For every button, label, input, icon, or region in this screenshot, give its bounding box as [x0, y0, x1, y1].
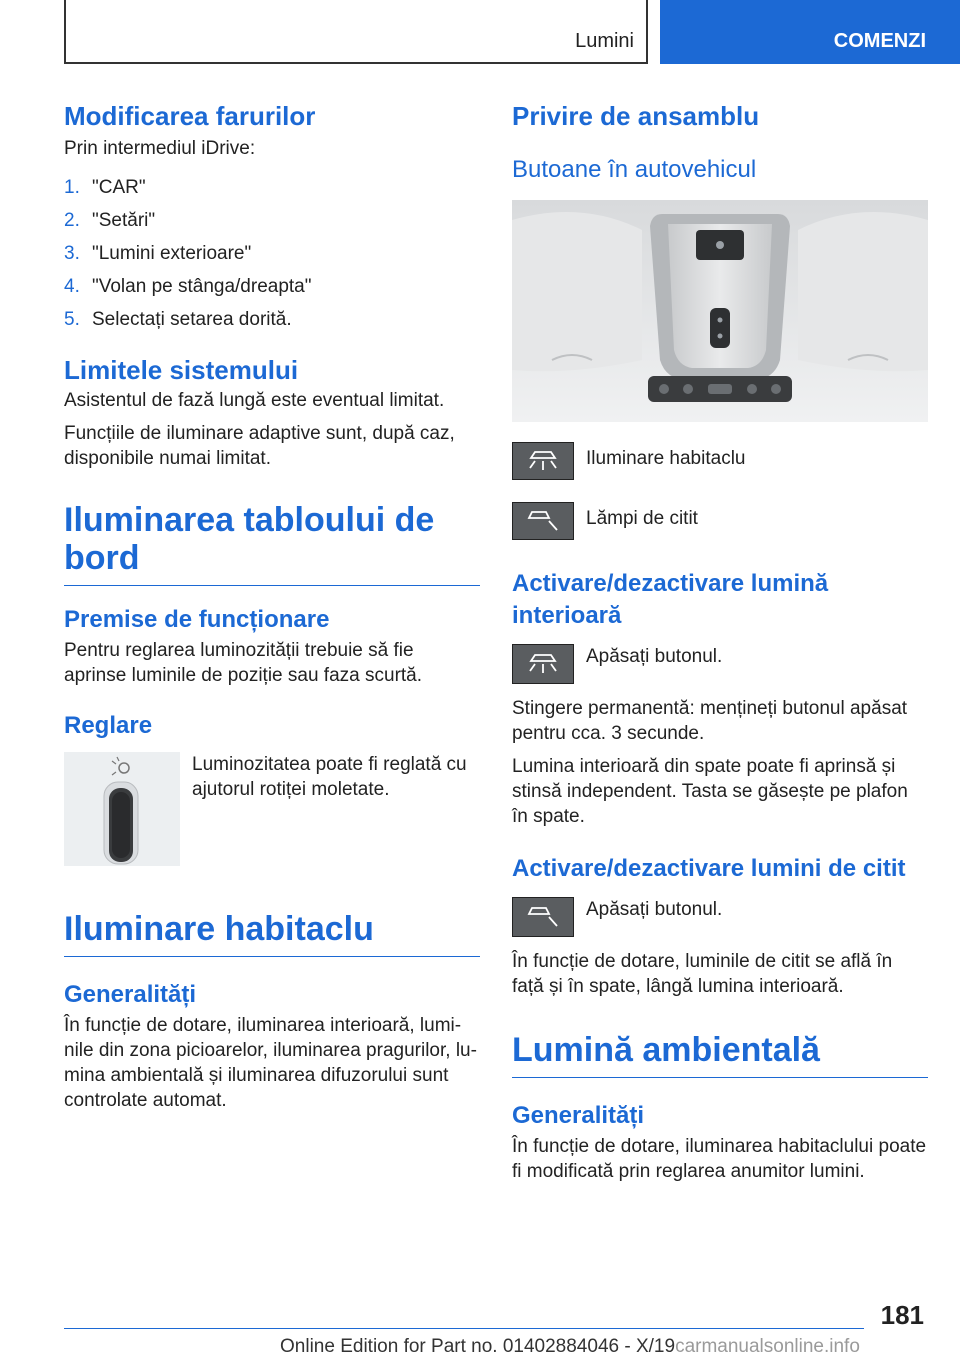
reglare-row: [64, 752, 480, 866]
step-item: [64, 274, 480, 299]
label-iluminare-habitaclu: Iluminare habitaclu: [586, 448, 746, 469]
steps-list: [64, 175, 480, 332]
paragraph-generalitati: În funcție de dotare, iluminarea interioară, luminile din zona picioarelor, iluminarea pragurilor, lumina ambientală și iluminarea difuzorului sunt controlate automat.: [64, 1015, 477, 1111]
footer-edition: [280, 1336, 860, 1358]
step-number: 4.: [64, 276, 80, 297]
legend-row-habitaclu: [512, 442, 928, 480]
step-text: "Setări": [92, 210, 156, 231]
heading-generalitati-2: Generalități: [512, 1102, 645, 1129]
reading-light-icon: [512, 897, 574, 937]
left-column: [64, 100, 480, 1113]
heading-modificarea-farurilor: Modificarea farurilor: [64, 101, 316, 131]
header-section-box: [64, 0, 648, 64]
step-text: "CAR": [92, 177, 146, 198]
step-text: Selectați setarea dorită.: [92, 309, 292, 330]
paragraph-apasati-2: Apăsați butonul.: [586, 899, 723, 920]
footer-site[interactable]: carmanualsonline.info: [675, 1336, 860, 1357]
header-tab-label: COMENZI: [833, 30, 926, 52]
paragraph-limite-1: Asistentul de fază lungă este eventual limitat.: [64, 390, 445, 411]
heading-privire-ansamblu: Privire de ansamblu: [512, 101, 760, 131]
paragraph-idrive: Prin intermediul iDrive:: [64, 138, 256, 159]
legend-row-citit: [512, 502, 928, 540]
heading-generalitati: Generalități: [64, 981, 197, 1008]
paragraph-apasati-1: Apăsați butonul.: [586, 646, 723, 667]
step-number: 1.: [64, 177, 80, 198]
page-number: 181: [880, 1300, 924, 1330]
footer-edition-text: Online Edition for Part no. 01402884046 - X/19: [280, 1336, 676, 1357]
footer-divider: [64, 1328, 864, 1329]
header-section-title: Lumini: [575, 30, 634, 52]
step-number: 5.: [64, 309, 80, 330]
label-lampi-citit: Lămpi de citit: [586, 508, 698, 529]
heading-limitele-sistemului: Limitele sistemului: [64, 355, 299, 385]
reading-light-icon: [512, 502, 574, 540]
step-item: [64, 175, 480, 200]
paragraph-limite-2: Funcțiile de iluminare adaptive sunt, după caz, disponibile numai limitat.: [64, 423, 455, 469]
paragraph-premise: Pentru reglarea luminozității trebuie să fie aprinse luminile de poziție sau faza scurtă.: [64, 640, 423, 686]
heading-premise: Premise de funcționare: [64, 606, 330, 633]
step-text: "Lumini exterioare": [92, 243, 252, 264]
heading-iluminare-habitaclu: Iluminare habitaclu: [64, 910, 480, 957]
interior-light-icon: [512, 442, 574, 480]
heading-activare-citit: Activare/dezactivare lumini de citit: [512, 855, 906, 882]
interior-light-icon: [512, 644, 574, 684]
step-number: 3.: [64, 243, 80, 264]
paragraph-ambient: În funcție de dotare, iluminarea habitaclului poate fi modificată prin reglarea anumitor lumini.: [512, 1136, 927, 1182]
paragraph-reglare: Luminozitatea poate fi reglată cu ajutorul rotiței moletate.: [192, 754, 467, 800]
heading-lumina-ambientala: Lumină ambientală: [512, 1031, 928, 1078]
heading-iluminarea-tabloului: Iluminarea tabloului de bord: [64, 501, 480, 586]
heading-reglare: Reglare: [64, 712, 153, 739]
paragraph-lumina-spate: Lumina interioară din spate poate fi aprinsă și stinsă independent. Tasta se găsește pe plafon în spate.: [512, 756, 908, 827]
header-tab[interactable]: [660, 0, 960, 64]
activare-citit-row: [512, 897, 928, 937]
right-column: [512, 100, 928, 1184]
step-item: [64, 208, 480, 233]
step-item: [64, 307, 480, 332]
thumbwheel-image: [64, 752, 180, 866]
step-number: 2.: [64, 210, 80, 231]
heading-butoane: Butoane în autovehicul: [512, 156, 757, 183]
heading-activare-interioara: Activare/dezactivare lumină interioară: [512, 570, 829, 629]
step-text: "Volan pe stânga/dreapta": [92, 276, 312, 297]
paragraph-stingere: Stingere permanentă: mențineți butonul apăsat pentru cca. 3 secunde.: [512, 698, 908, 744]
ceiling-console-image: [512, 200, 928, 422]
activare-interioara-row: [512, 644, 928, 684]
paragraph-citit-info: În funcție de dotare, luminile de citit se află în față și în spate, lângă lumina interioară.: [512, 951, 893, 997]
step-item: [64, 241, 480, 266]
